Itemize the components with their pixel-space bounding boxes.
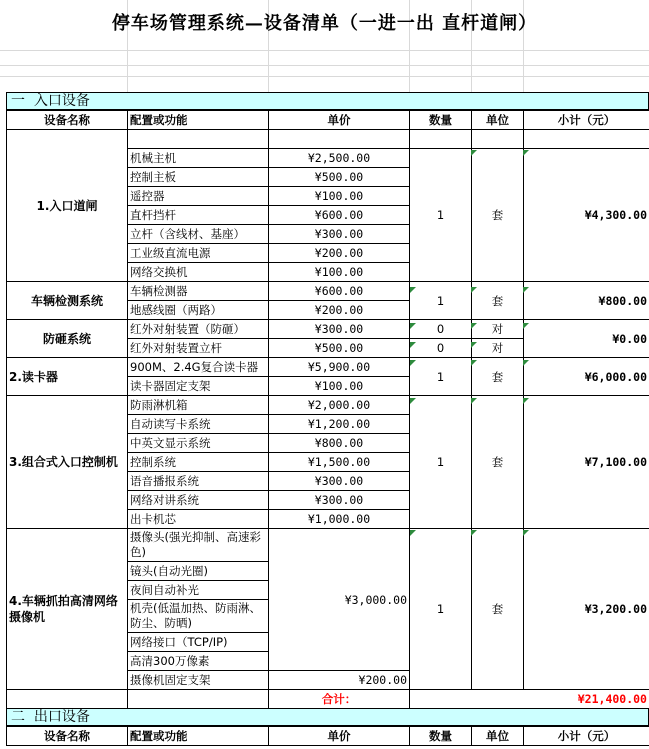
- item-price[interactable]: ¥2,000.00: [269, 396, 410, 415]
- equipment-table: [6, 110, 649, 709]
- cell[interactable]: [128, 690, 269, 709]
- item-price[interactable]: ¥500.00: [269, 339, 410, 358]
- item-subtotal[interactable]: ¥4,300.00: [524, 149, 649, 282]
- cell[interactable]: [7, 690, 128, 709]
- item-quantity[interactable]: 1: [410, 529, 472, 690]
- item-function[interactable]: 控制主板: [128, 168, 269, 187]
- cell[interactable]: [472, 130, 524, 149]
- header-unit[interactable]: 单位: [472, 111, 524, 130]
- cell-indicator: [523, 360, 529, 366]
- exit-table-header: [6, 726, 649, 746]
- item-price[interactable]: ¥200.00: [269, 301, 410, 320]
- item-subtotal[interactable]: ¥6,000.00: [524, 358, 649, 396]
- item-price[interactable]: ¥100.00: [269, 263, 410, 282]
- item-function[interactable]: 车辆检测器: [128, 282, 269, 301]
- item-unit[interactable]: 套: [472, 282, 524, 320]
- device-anti-smash[interactable]: 防砸系统: [7, 320, 128, 358]
- item-price[interactable]: ¥300.00: [269, 320, 410, 339]
- item-price[interactable]: ¥800.00: [269, 434, 410, 453]
- cell-indicator: [410, 530, 416, 536]
- gridline: [0, 50, 649, 51]
- header-unit[interactable]: 单位: [472, 727, 524, 746]
- total-row: [7, 690, 649, 709]
- cell-indicator: [410, 342, 416, 348]
- total-label[interactable]: 合计：: [269, 690, 410, 709]
- device-vehicle-detection[interactable]: 车辆检测系统: [7, 282, 128, 320]
- cell-indicator: [471, 530, 477, 536]
- cell-indicator: [410, 398, 416, 404]
- item-subtotal[interactable]: ¥3,200.00: [524, 529, 649, 690]
- header-device-name[interactable]: 设备名称: [7, 727, 128, 746]
- item-function[interactable]: 900M、2.4G复合读卡器: [128, 358, 269, 377]
- cell-indicator: [471, 342, 477, 348]
- item-function[interactable]: 中英文显示系统: [128, 434, 269, 453]
- item-function[interactable]: 红外对射装置立杆: [128, 339, 269, 358]
- item-unit[interactable]: 对: [472, 320, 524, 339]
- table-row: [7, 130, 649, 149]
- cell-indicator: [523, 398, 529, 404]
- cell-indicator: [523, 530, 529, 536]
- item-function[interactable]: 摄像头(强光抑制、高速彩色): [128, 529, 269, 562]
- device-capture-camera[interactable]: 4.车辆抓拍高清网络摄像机: [7, 529, 128, 690]
- item-price[interactable]: ¥300.00: [269, 225, 410, 244]
- item-function[interactable]: 摄像机固定支架: [128, 671, 269, 690]
- table-row: [7, 396, 649, 415]
- header-row: [7, 727, 649, 746]
- item-quantity[interactable]: 1: [410, 149, 472, 282]
- header-config[interactable]: 配置或功能: [128, 727, 269, 746]
- item-quantity[interactable]: 1: [410, 282, 472, 320]
- cell[interactable]: [410, 130, 472, 149]
- item-function[interactable]: 高清300万像素: [128, 652, 269, 671]
- item-function[interactable]: 网络对讲系统: [128, 491, 269, 510]
- item-function[interactable]: 自动读写卡系统: [128, 415, 269, 434]
- header-unit-price[interactable]: 单价: [269, 727, 410, 746]
- item-function[interactable]: 出卡机芯: [128, 510, 269, 529]
- gridline: [0, 65, 649, 66]
- gridline: [0, 76, 649, 77]
- item-subtotal[interactable]: ¥800.00: [524, 282, 649, 320]
- item-function[interactable]: 防雨淋机箱: [128, 396, 269, 415]
- item-function[interactable]: 网络交换机: [128, 263, 269, 282]
- total-value[interactable]: ¥21,400.00: [410, 690, 649, 709]
- cell-indicator: [410, 323, 416, 329]
- header-subtotal[interactable]: 小计（元）: [524, 727, 649, 746]
- item-price[interactable]: ¥1,200.00: [269, 415, 410, 434]
- item-function[interactable]: 镜头(自动光圈): [128, 562, 269, 581]
- section-header-entrance[interactable]: 一 入口设备: [6, 92, 649, 110]
- item-unit[interactable]: 套: [472, 149, 524, 282]
- cell-indicator: [410, 360, 416, 366]
- item-quantity[interactable]: 0: [410, 339, 472, 358]
- item-function[interactable]: 机壳(低温加热、防雨淋、防尘、防晒): [128, 600, 269, 633]
- item-price[interactable]: ¥2,500.00: [269, 149, 410, 168]
- cell-indicator: [410, 287, 416, 293]
- header-config[interactable]: 配置或功能: [128, 111, 269, 130]
- item-price[interactable]: ¥100.00: [269, 377, 410, 396]
- cell-indicator: [471, 398, 477, 404]
- item-function[interactable]: 立杆（含线材、基座）: [128, 225, 269, 244]
- header-device-name[interactable]: 设备名称: [7, 111, 128, 130]
- item-price[interactable]: ¥500.00: [269, 168, 410, 187]
- device-entrance-gate[interactable]: 1.入口道闸: [7, 130, 128, 282]
- item-price[interactable]: ¥200.00: [269, 244, 410, 263]
- item-function[interactable]: 直杆挡杆: [128, 206, 269, 225]
- cell[interactable]: [128, 130, 269, 149]
- device-entrance-controller[interactable]: 3.组合式入口控制机: [7, 396, 128, 529]
- item-unit[interactable]: 套: [472, 529, 524, 690]
- cell-indicator: [523, 323, 529, 329]
- item-subtotal[interactable]: ¥0.00: [524, 320, 649, 358]
- cell-indicator: [471, 360, 477, 366]
- cell-indicator: [471, 150, 477, 156]
- item-price[interactable]: ¥200.00: [269, 671, 410, 690]
- page-title: 停车场管理系统—设备清单（一进一出 直杆道闸）: [111, 13, 538, 34]
- cell-indicator: [471, 287, 477, 293]
- table-row: [7, 320, 649, 339]
- table-row: [7, 529, 649, 562]
- item-function[interactable]: 语音播报系统: [128, 472, 269, 491]
- item-price[interactable]: ¥300.00: [269, 472, 410, 491]
- table-row: [7, 282, 649, 301]
- item-function[interactable]: 地感线圈（两路）: [128, 301, 269, 320]
- device-card-reader[interactable]: 2.读卡器: [7, 358, 128, 396]
- item-price[interactable]: ¥600.00: [269, 206, 410, 225]
- item-function[interactable]: 夜间自动补光: [128, 581, 269, 600]
- item-price[interactable]: ¥100.00: [269, 187, 410, 206]
- item-quantity[interactable]: 1: [410, 358, 472, 396]
- header-subtotal[interactable]: 小计（元）: [524, 111, 649, 130]
- cell-indicator: [523, 150, 529, 156]
- item-price[interactable]: ¥600.00: [269, 282, 410, 301]
- item-price[interactable]: ¥5,900.00: [269, 358, 410, 377]
- item-function[interactable]: 网络接口（TCP/IP): [128, 633, 269, 652]
- item-function[interactable]: 读卡器固定支架: [128, 377, 269, 396]
- cell-indicator: [471, 323, 477, 329]
- cell[interactable]: [524, 130, 649, 149]
- item-price[interactable]: ¥1,000.00: [269, 510, 410, 529]
- item-price[interactable]: ¥3,000.00: [269, 529, 410, 671]
- item-subtotal[interactable]: ¥7,100.00: [524, 396, 649, 529]
- item-function[interactable]: 控制系统: [128, 453, 269, 472]
- item-function[interactable]: 工业级直流电源: [128, 244, 269, 263]
- header-row: [7, 111, 649, 130]
- item-function[interactable]: 机械主机: [128, 149, 269, 168]
- item-quantity[interactable]: 1: [410, 396, 472, 529]
- cell[interactable]: [269, 130, 410, 149]
- item-unit[interactable]: 套: [472, 396, 524, 529]
- item-function[interactable]: 遥控器: [128, 187, 269, 206]
- item-unit[interactable]: 对: [472, 339, 524, 358]
- item-price[interactable]: ¥1,500.00: [269, 453, 410, 472]
- item-quantity[interactable]: 0: [410, 320, 472, 339]
- item-unit[interactable]: 套: [472, 358, 524, 396]
- item-function[interactable]: 红外对射装置（防砸）: [128, 320, 269, 339]
- header-unit-price[interactable]: 单价: [269, 111, 410, 130]
- item-price[interactable]: ¥300.00: [269, 491, 410, 510]
- table-row: [7, 358, 649, 377]
- header-quantity[interactable]: 数量: [410, 727, 472, 746]
- section-header-exit[interactable]: 二 出口设备: [6, 708, 649, 726]
- cell-indicator: [523, 287, 529, 293]
- header-quantity[interactable]: 数量: [410, 111, 472, 130]
